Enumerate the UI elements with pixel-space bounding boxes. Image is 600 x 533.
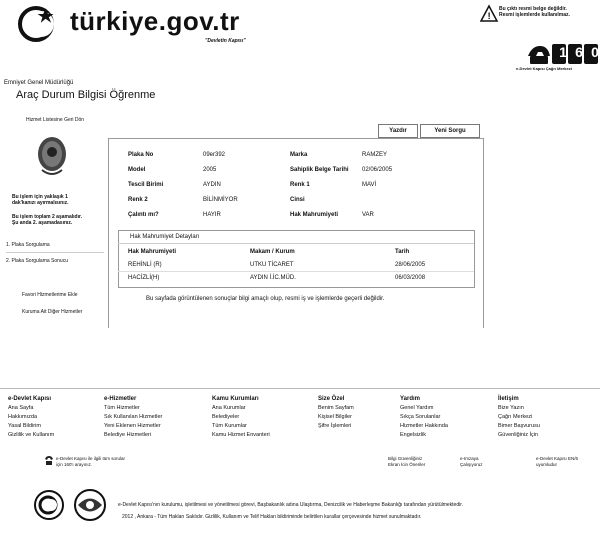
restrictions-top-border bbox=[118, 230, 474, 231]
brand-value: RAMZEY bbox=[362, 152, 388, 158]
new-query-button[interactable]: Yeni Sorgu bbox=[420, 124, 480, 138]
disclaimer-note: Bu sayfada görüntülenen sonuçlar bilgi amaçlı olup, resmi iş ve işlemlerde geçerli değildir. bbox=[146, 296, 385, 302]
content-top-border bbox=[108, 138, 484, 139]
step-divider bbox=[6, 252, 104, 253]
restriction-row-divider bbox=[118, 271, 474, 272]
model-value: 2005 bbox=[203, 167, 217, 173]
color2-value: BİLİNMİYOR bbox=[203, 197, 238, 203]
content-right-border bbox=[483, 138, 484, 328]
authority-col-header: Makam / Kurum bbox=[250, 249, 295, 255]
footer-link[interactable]: Tüm Hizmetler bbox=[104, 405, 140, 411]
footer-link[interactable]: Şifre İşlemleri bbox=[318, 423, 352, 429]
footer-link[interactable]: Bize Yazın bbox=[498, 405, 524, 411]
footer-divider bbox=[0, 388, 600, 389]
cc-digit-3: 0 bbox=[591, 44, 599, 60]
restriction-row-2-type: HACİZLİ(H) bbox=[128, 275, 160, 281]
restrictions-left-border bbox=[118, 230, 119, 287]
restriction-value: VAR bbox=[362, 212, 374, 218]
footer-link[interactable]: Ana Sayfa bbox=[8, 405, 34, 411]
restriction-label: Hak Mahrumiyeti bbox=[290, 212, 339, 218]
mobile-note-link[interactable]: e-Imzaya Çalışıyoruz bbox=[460, 456, 483, 467]
other-services-link[interactable]: Kuruma Ait Diğer Hizmetler bbox=[22, 309, 83, 315]
legal-line-2: 2012 , Ankara - Tüm Hakları Saklıdır. Gizlilik, Kullanım ve Telif Hakları bildiriminde belirtilen kurallar çerçevesinde hizmet sunulmaktadır. bbox=[122, 514, 422, 520]
restriction-row-1-type: REHİNLİ (R) bbox=[128, 262, 162, 268]
registry-unit-label: Tescil Birimi bbox=[128, 182, 164, 188]
plate-label: Plaka No bbox=[128, 152, 154, 158]
brand-label: Marka bbox=[290, 152, 308, 158]
footer-link[interactable]: Benim Sayfam bbox=[318, 405, 354, 411]
type-label: Cinsi bbox=[290, 197, 305, 203]
restriction-row-2-authority: AYDIN İ.İC.MÜD. bbox=[250, 275, 296, 281]
print-button[interactable]: Yazdır bbox=[378, 124, 418, 138]
color2-label: Renk 2 bbox=[128, 197, 148, 203]
restriction-row-1-authority: UTKU TİCARET bbox=[250, 262, 294, 268]
restriction-col-header: Hak Mahrumiyeti bbox=[128, 249, 177, 255]
cc-digit-2: 6 bbox=[575, 44, 583, 60]
add-to-favorites-link[interactable]: Favori Hizmetlerime Ekle bbox=[22, 292, 78, 298]
restrictions-bottom-border bbox=[118, 287, 475, 288]
restriction-row-1-date: 28/06/2005 bbox=[395, 262, 426, 268]
footer-link[interactable]: Belediyeler bbox=[212, 414, 240, 420]
footer-link[interactable]: Kamu Hizmet Envanteri bbox=[212, 432, 270, 438]
crescent-star-logo-icon bbox=[8, 4, 68, 44]
back-to-service-list-link[interactable]: Hizmet Listesine Geri Dön bbox=[26, 117, 85, 123]
police-emblem-icon bbox=[34, 134, 70, 178]
cc-digit-1: 1 bbox=[559, 44, 567, 60]
model-label: Model bbox=[128, 167, 146, 173]
department-name: Emniyet Genel Müdürlüğü bbox=[4, 80, 74, 86]
footer-link[interactable]: Hakkımızda bbox=[8, 414, 38, 420]
footer-link[interactable]: Sıkça Sorulanlar bbox=[400, 414, 441, 420]
footer-link[interactable]: Tüm Kurumlar bbox=[212, 423, 247, 429]
date-col-header: Tarih bbox=[395, 249, 410, 255]
footer-link[interactable]: Çağrı Merkezi bbox=[498, 414, 533, 420]
content-left-border bbox=[108, 138, 109, 328]
restrictions-right-border bbox=[474, 230, 475, 287]
standards-note: e-Devlet Kapısı EN/6 uyumludur bbox=[536, 456, 579, 467]
footer-link[interactable]: Engelsizlik bbox=[400, 432, 426, 438]
phone-icon bbox=[44, 456, 54, 466]
footer-link[interactable]: Gizlilik ve Kullanım bbox=[8, 432, 55, 438]
restrictions-title-divider bbox=[118, 243, 474, 244]
footer-link[interactable]: Belediye Hizmetleri bbox=[104, 432, 152, 438]
slogan: "Devletin Kapısı" bbox=[205, 38, 246, 44]
plate-value: 09er392 bbox=[203, 152, 226, 158]
stolen-label: Çalıntı mı? bbox=[128, 212, 159, 218]
stage-info: Bu işlem toplam 2 aşamalıdır. Şu anda 2. aşamadasınız. bbox=[12, 214, 83, 226]
footer-col-ehizmetler: e-Hizmetler Tüm Hizmetler Sık Kullanılan Hizmetler Yeni Eklenen Hizmetler Belediye Hizmetleri bbox=[104, 396, 204, 438]
ownership-date-value: 02/06/2005 bbox=[362, 167, 393, 173]
restrictions-section-title: Hak Mahrumiyet Detayları bbox=[130, 234, 200, 240]
step-plate-query-result[interactable]: 2. Plaka Sorgulama Sonucu bbox=[6, 258, 68, 264]
edevlet-seal-icon bbox=[34, 490, 64, 520]
call-center-label: e-Devlet Kapısı Çağrı Merkezi bbox=[516, 66, 572, 71]
ministry-logo-icon bbox=[68, 488, 112, 522]
legal-line-1: e-Devlet Kapısı'nın kurulumu, işletilmesi ve yönetilmesi görevi, Başbakanlık adına Ulaştırma, Denizcilik ve Haberleşme Bakanlığı tarafından yürütülmektedir. bbox=[118, 502, 463, 508]
brand-title[interactable]: türkiye.gov.tr bbox=[70, 6, 240, 36]
restriction-row-2-date: 06/03/2008 bbox=[395, 275, 426, 281]
call-note: e-Devlet Kapısı ile ilgili tüm sorular için 160'ı arayınız. bbox=[56, 456, 126, 467]
footer-link[interactable]: Ana Kurumlar bbox=[212, 405, 246, 411]
footer-link[interactable]: Hizmetler Hakkında bbox=[400, 423, 448, 429]
footer-link[interactable]: Güvenliğiniz İçin bbox=[498, 432, 539, 438]
ownership-date-label: Sahiplik Belge Tarihi bbox=[290, 167, 349, 173]
security-note-link[interactable]: Bilgi Güvenliğiniz Ekran İcin Öneriler bbox=[388, 456, 426, 467]
footer-col-iletisim: İletişim Bize Yazın Çağrı Merkezi Bimer Başvurusu Güvenliğiniz İçin bbox=[498, 396, 594, 438]
footer-col-yardim: Yardım Genel Yardım Sıkça Sorulanlar Hizmetler Hakkında Engelsizlik bbox=[400, 396, 490, 438]
duration-info: Bu işlem için yaklaşık 1 dak'kanızı ayırmalısınız. bbox=[12, 194, 69, 206]
footer-link[interactable]: Kişisel Bilgiler bbox=[318, 414, 352, 420]
stolen-value: HAYIR bbox=[203, 212, 221, 218]
warning-text: Bu çıktı resmi belge değildir. Resmi işlemlerde kullanılmaz. bbox=[499, 6, 570, 18]
svg-text:!: ! bbox=[487, 11, 491, 21]
footer-link[interactable]: Bimer Başvurusu bbox=[498, 423, 540, 429]
footer-col-kamu: Kamu Kurumları Ana Kurumlar Belediyeler Tüm Kurumlar Kamu Hizmet Envanteri bbox=[212, 396, 312, 438]
color1-value: MAVİ bbox=[362, 182, 377, 188]
registry-unit-value: AYDIN bbox=[203, 182, 221, 188]
page-title: Araç Durum Bilgisi Öğrenme bbox=[16, 89, 156, 101]
footer-link[interactable]: Yasal Bildirim bbox=[8, 423, 41, 429]
footer-link[interactable]: Sık Kullanılan Hizmetler bbox=[104, 414, 163, 420]
footer-col-edevlet: e-Devlet Kapısı Ana Sayfa Hakkımızda Yasal Bildirim Gizlilik ve Kullanım bbox=[8, 396, 98, 438]
color1-label: Renk 1 bbox=[290, 182, 310, 188]
footer-link[interactable]: Genel Yardım bbox=[400, 405, 434, 411]
step-plate-query[interactable]: 1. Plaka Sorgulama bbox=[6, 242, 50, 248]
footer-col-size-ozel: Size Özel Benim Sayfam Kişisel Bilgiler Şifre İşlemleri bbox=[318, 396, 398, 429]
footer-link[interactable]: Yeni Eklenen Hizmetler bbox=[104, 423, 161, 429]
